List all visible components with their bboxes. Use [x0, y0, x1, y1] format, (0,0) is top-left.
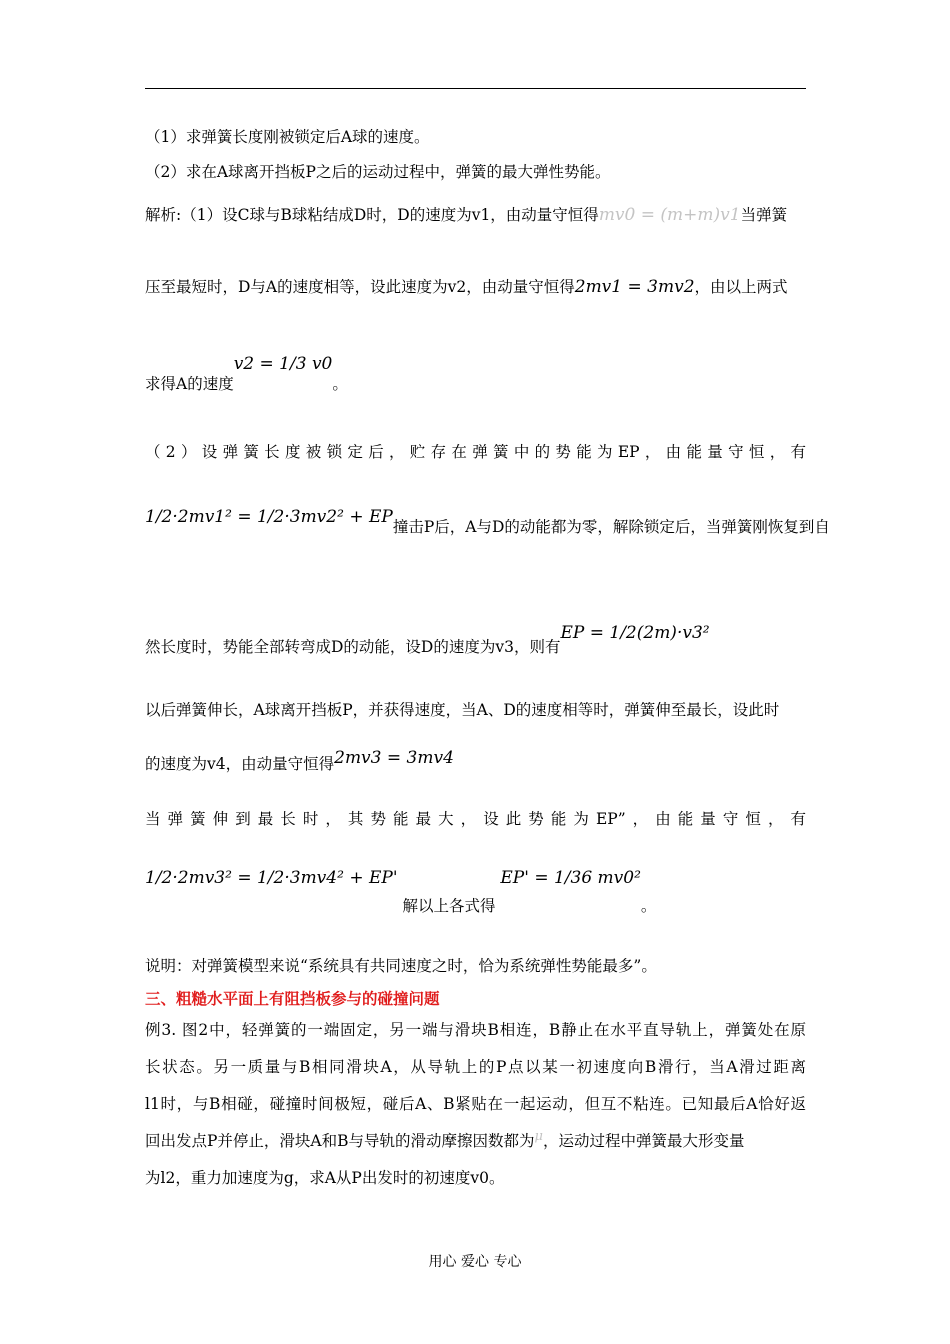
section-heading: 三、粗糙水平面上有阻挡板参与的碰撞问题	[145, 990, 440, 1008]
solution-line-8	[145, 748, 454, 774]
header-rule	[145, 88, 806, 89]
solution-text: 解以上各式得	[402, 897, 496, 915]
mu-symbol: μ	[534, 1129, 543, 1144]
equation-energy-2: EP = 1/2(2m)·v3²	[560, 623, 710, 643]
equation-energy-3: 1/2·2mv3² = 1/2·3mv4² + EP'	[145, 868, 398, 888]
example-text: ，运动过程中弹簧最大形变量	[542, 1132, 745, 1151]
solution-line-2	[145, 275, 788, 297]
page-footer: 用心 爱心 专心	[428, 1254, 522, 1270]
solution-text: 。	[332, 375, 348, 393]
equation-energy-1: 1/2·2mv1² = 1/2·3mv2² + EP	[145, 507, 393, 527]
solution-text: 。	[640, 897, 657, 915]
equation-v2: v2 = 1/3 v0	[233, 354, 333, 374]
note-line: 说明：对弹簧模型来说“系统具有共同速度之时，恰为系统弹性势能最多”。	[145, 957, 657, 975]
equation-momentum-2: 2mv1 = 3mv2	[574, 277, 695, 297]
example-line-5: 为l2，重力加速度为g，求A从P出发时的初速度v0。	[145, 1169, 505, 1187]
solution-line-3	[145, 354, 348, 394]
solution-line-4: （2）设弹簧长度被锁定后，贮存在弹簧中的势能为EP，由能量守恒，有	[145, 443, 806, 461]
solution-text: 当弹簧	[740, 206, 788, 224]
solution-text: 撞击P后，A与D的动能都为零，解除锁定后，当弹簧刚恢复到自	[392, 518, 830, 536]
solution-text: 求得A的速度	[145, 375, 234, 393]
solution-text: 然长度时，势能全部转弯成D的动能，设D的速度为v3，则有	[145, 638, 561, 656]
solution-text: 解析:（1）设C球与B球粘结成D时，D的速度为v1，由动量守恒得	[145, 206, 599, 224]
question-2: （2）求在A球离开挡板P之后的运动过程中，弹簧的最大弹性势能。	[145, 163, 611, 181]
example-line-4	[145, 1129, 744, 1151]
solution-line-6	[145, 623, 710, 657]
solution-text: ，由以上两式	[694, 278, 788, 296]
solution-text: 的速度为v4，由动量守恒得	[145, 755, 335, 773]
example-line-2: 长状态。另一质量与B相同滑块A，从导轨上的P点以某一初速度向B滑行，当A滑过距离	[145, 1058, 806, 1076]
equation-momentum-1: mv0 = (m+m)v1	[598, 205, 741, 225]
example-line-3: l1时，与B相碰，碰撞时间极短，碰后A、B紧贴在一起运动，但互不粘连。已知最后A恰好返	[145, 1095, 806, 1113]
equation-result: EP' = 1/36 mv0²	[500, 868, 641, 888]
solution-line-9: 当弹簧伸到最长时，其势能最大，设此势能为EP”，由能量守恒，有	[145, 810, 806, 828]
solution-line-7: 以后弹簧伸长，A球离开挡板P，并获得速度，当A、D的速度相等时，弹簧伸至最长，设此时	[145, 701, 780, 719]
solution-line-1	[145, 203, 787, 225]
question-1: （1）求弹簧长度刚被锁定后A球的速度。	[145, 128, 430, 146]
example-line-1: 例3. 图2中，轻弹簧的一端固定，另一端与滑块B相连，B静止在水平直导轨上，弹簧处在原	[145, 1021, 806, 1039]
solution-text: 压至最短时，D与A的速度相等，设此速度为v2，由动量守恒得	[145, 278, 575, 296]
solution-line-10	[145, 868, 657, 915]
equation-momentum-3: 2mv3 = 3mv4	[334, 748, 454, 768]
solution-line-5	[145, 507, 830, 537]
example-text: 回出发点P并停止，滑块A和B与导轨的滑动摩擦因数都为	[145, 1132, 535, 1151]
